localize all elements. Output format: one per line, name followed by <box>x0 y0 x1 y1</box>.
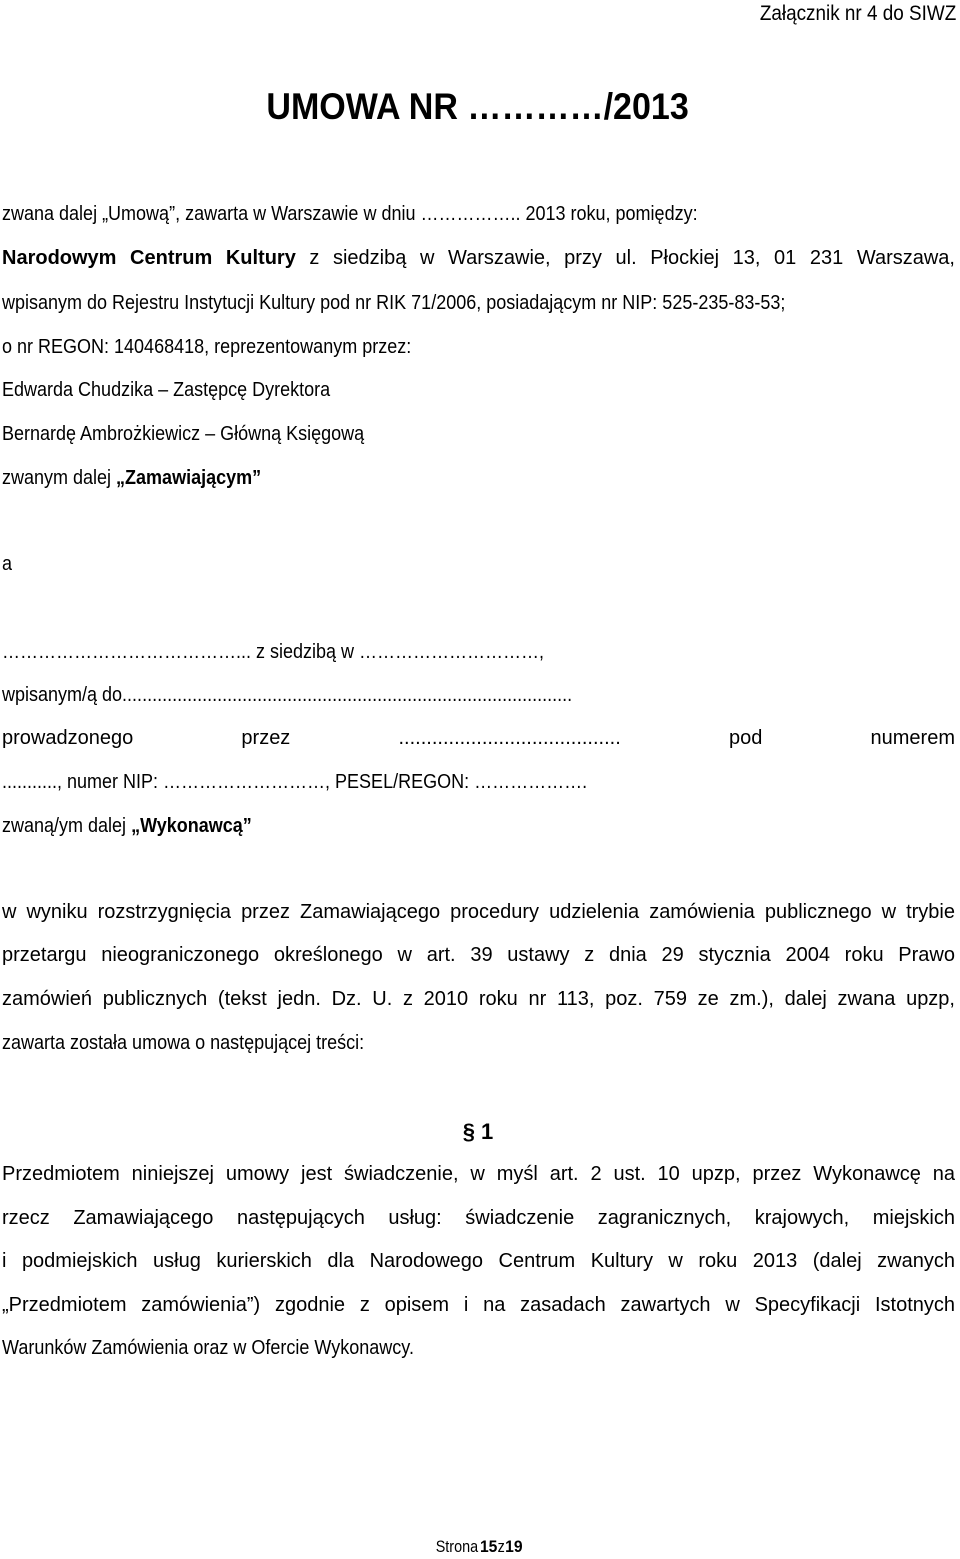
section-line-5: Warunków Zamówienia oraz w Ofercie Wykonawcy. <box>2 1337 414 1359</box>
contractor-line-1: …………………………………... z siedzibą w …………………………, <box>2 641 545 663</box>
section-line-1: Przedmiotem niniejszej umowy jest świadczenie, w myśl art. 2 ust. 10 upzp, przez Wykonawcę na <box>2 1163 955 1185</box>
preamble-line-3: zamówień publicznych (tekst jedn. Dz. U. z 2010 roku nr 113, poz. 759 ze zm.), dalej zwana upzp, <box>2 988 955 1010</box>
representative-1: Edwarda Chudzika – Zastępcę Dyrektora <box>2 379 331 401</box>
party-address: z siedzibą w Warszawie, przy ul. Płockiej 13, 01 231 Warszawa, <box>295 247 955 269</box>
conjunction: a <box>2 553 13 575</box>
intro-party-line <box>2 245 955 271</box>
section-line-4: „Przedmiotem zamówienia”) zgodnie z opisem i na zasadach zawartych w Specyfikacji Istotnych <box>2 1294 955 1316</box>
preamble-line-2: przetargu nieograniczonego określonego w art. 39 ustawy z dnia 29 stycznia 2004 roku Prawo <box>2 944 955 966</box>
intro-line-3: wpisanym do Rejestru Instytucji Kultury pod nr RIK 71/2006, posiadającym nr NIP: 525-235-83-53; <box>2 292 786 314</box>
contractor-name: „Wykonawcą” <box>131 815 252 837</box>
preamble-line-4: zawarta została umowa o następującej treści: <box>2 1032 365 1054</box>
contract-title-text: UMOWA NR …………/2013 <box>266 86 690 127</box>
contractor-line-2: wpisanym/ą do.......................................................................................... <box>2 684 573 706</box>
footer-middle: z <box>497 1537 505 1556</box>
ordering-party-name: „Zamawiającym” <box>116 467 262 489</box>
party-name: Narodowym Centrum Kultury <box>2 247 296 269</box>
footer-prefix: Strona <box>435 1537 478 1556</box>
page-number-label <box>434 1537 523 1557</box>
contractor-line-4: ..........., numer NIP: ………………………, PESEL/REGON: ………………. <box>2 771 588 793</box>
current-page: 15 <box>479 1537 498 1556</box>
section-line-3: i podmiejskich usług kurierskich dla Narodowego Centrum Kultury w roku 2013 (dalej zwanych <box>2 1250 955 1272</box>
called-prefix: zwaną/ym dalej <box>2 815 132 837</box>
total-pages: 19 <box>504 1537 523 1556</box>
page-footer <box>0 1537 956 1557</box>
representative-2: Bernardę Ambrożkiewicz – Główną Księgową <box>2 423 365 445</box>
contractor-line-3: prowadzonego przez ........................................ pod numerem <box>2 727 955 749</box>
intro-line-4: o nr REGON: 140468418, reprezentowanym przez: <box>2 336 412 358</box>
section-heading: § 1 <box>462 1119 494 1144</box>
preamble-line-1: w wyniku rozstrzygnięcia przez Zamawiającego procedury udzielenia zamówienia publicznego w trybie <box>2 901 955 923</box>
section-line-2: rzecz Zamawiającego następujących usług: świadczenie zagranicznych, krajowych, miejskich <box>2 1207 955 1229</box>
intro-line-1: zwana dalej „Umową”, zawarta w Warszawie w dniu …………….. 2013 roku, pomiędzy: <box>2 203 698 225</box>
called-ordering-party <box>2 465 261 491</box>
annex-label: Załącznik nr 4 do SIWZ <box>759 2 956 25</box>
contract-title <box>0 86 956 128</box>
called-prefix: zwanym dalej <box>2 467 117 489</box>
called-contractor <box>2 813 252 839</box>
